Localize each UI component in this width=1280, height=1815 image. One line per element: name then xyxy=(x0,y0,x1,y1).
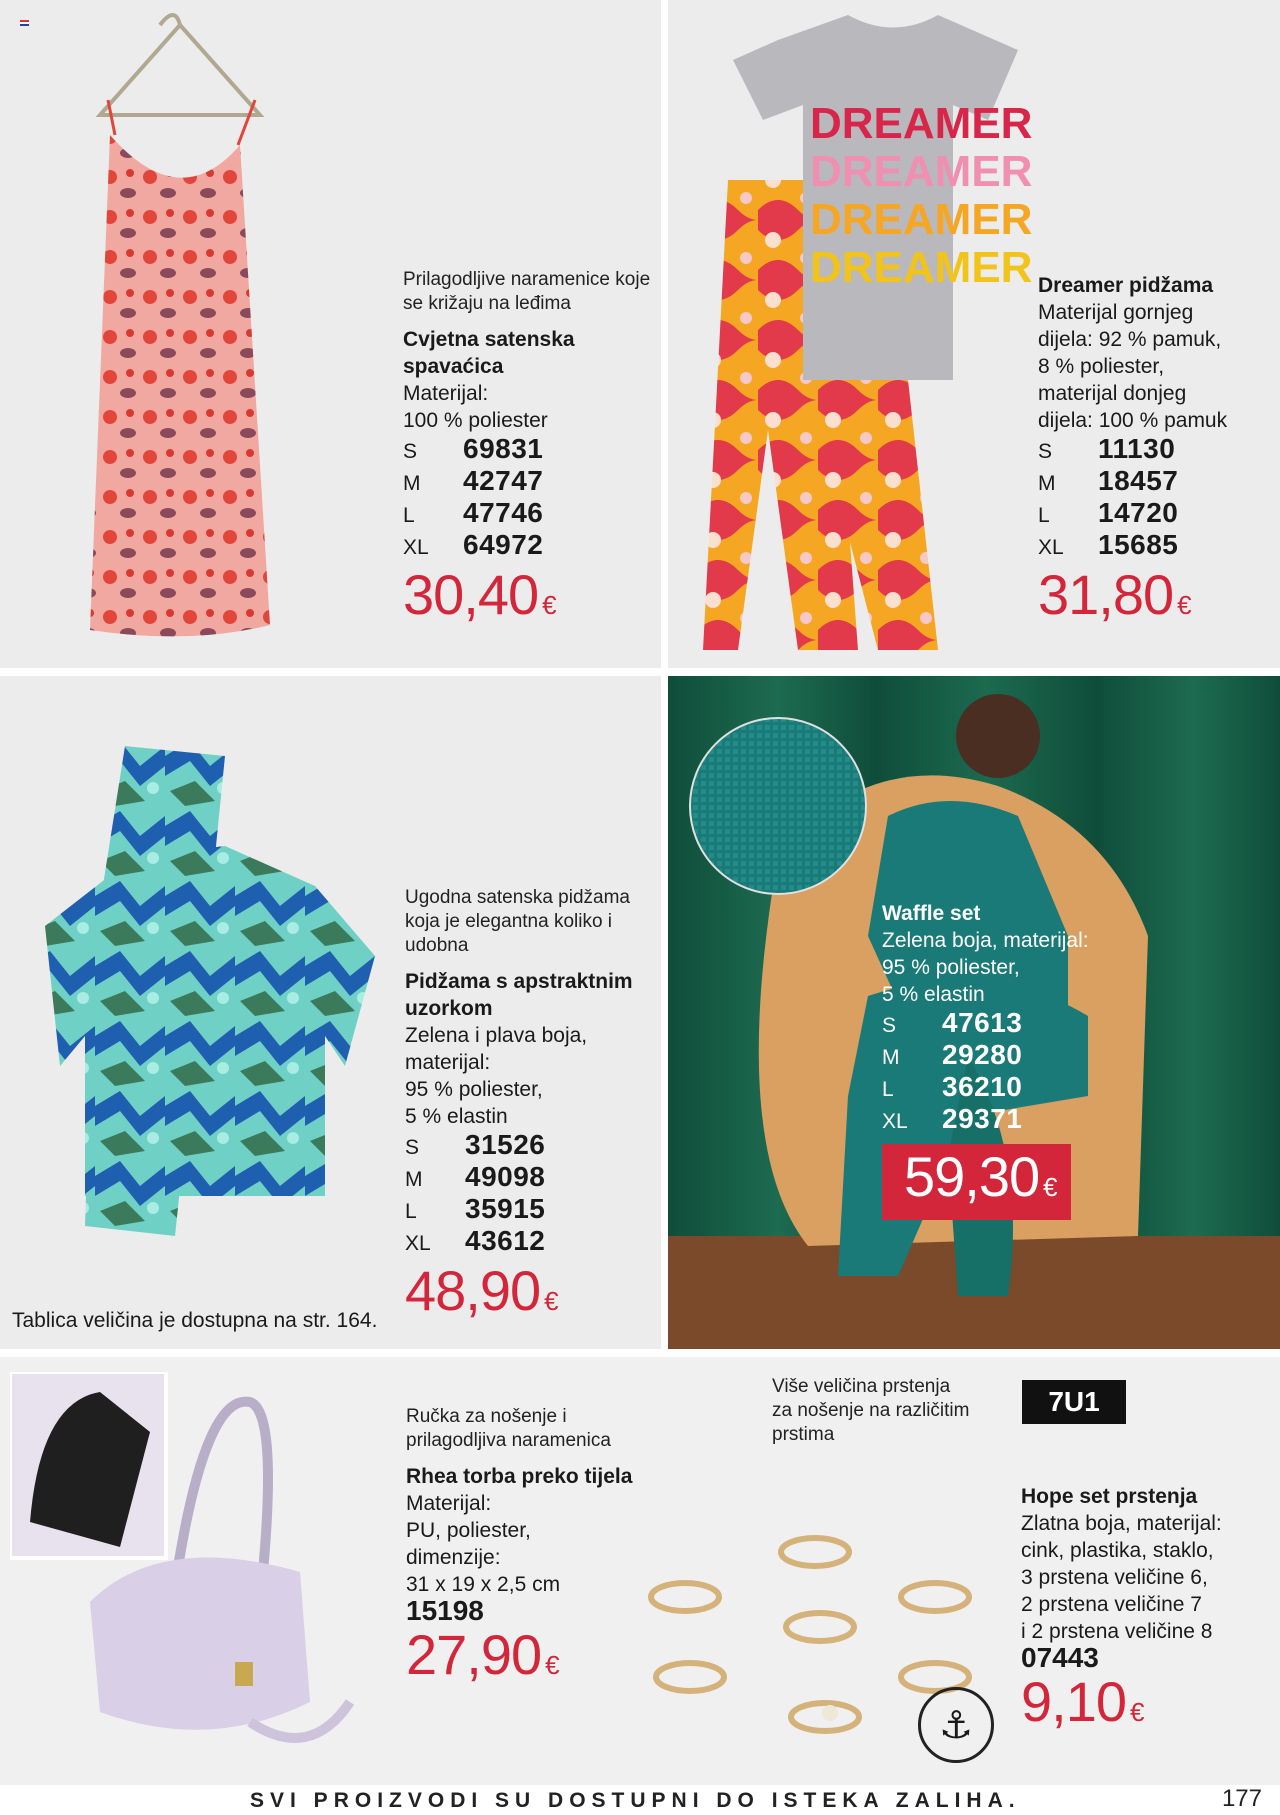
product-tagline: Više veličina prstenja za nošenje na različitim prstima xyxy=(772,1376,970,1445)
size-code: 14720 xyxy=(1098,497,1179,528)
size-row xyxy=(405,1161,660,1196)
size-label: M xyxy=(882,1046,900,1069)
size-label: XL xyxy=(882,1110,908,1133)
size-label: S xyxy=(1038,440,1053,463)
product-description-line: cink, plastika, staklo, xyxy=(1021,1539,1214,1562)
shirt-print-line: DREAMER xyxy=(810,195,1033,244)
product-info-bag xyxy=(406,1405,666,1696)
product-description-line: Materijal: xyxy=(403,382,489,405)
price-value: 59,30 xyxy=(904,1145,1040,1208)
shirt-print-line: DREAMER xyxy=(810,99,1033,148)
size-label: M xyxy=(405,1168,423,1191)
product-tagline: Ugodna satenska pidžama koja je elegantna koliko i udobna xyxy=(405,887,630,956)
size-row xyxy=(405,1225,660,1260)
product-description-line: materijal: xyxy=(405,1051,491,1074)
product-price xyxy=(1021,1671,1276,1743)
product-price xyxy=(1038,564,1278,636)
product-name: Pidžama s apstraktnim uzorkom xyxy=(405,970,633,1020)
size-label: S xyxy=(882,1014,897,1037)
size-code: 64972 xyxy=(463,529,544,560)
product-description-line: 8 % poliester, xyxy=(1038,355,1165,378)
size-row xyxy=(1038,497,1278,532)
page-number: 177 xyxy=(1221,1785,1262,1812)
size-label: L xyxy=(405,1200,417,1223)
product-price xyxy=(403,564,653,636)
page-footer xyxy=(0,1785,1280,1815)
size-row xyxy=(403,529,653,564)
product-price xyxy=(882,1144,1071,1220)
size-row xyxy=(403,497,653,532)
size-row xyxy=(405,1129,660,1164)
price-value: 48,90 xyxy=(405,1259,541,1322)
product-description-line: materijal donjeg xyxy=(1038,382,1187,405)
product-tagline: Ručka za nošenje i prilagodljiva naramenica xyxy=(406,1406,611,1451)
product-info-rings xyxy=(1021,1483,1276,1743)
product-name: Cvjetna satenska spavaćica xyxy=(403,328,575,378)
size-label: L xyxy=(882,1078,894,1101)
product-code: 07443 xyxy=(1021,1642,1099,1673)
flag-icon xyxy=(20,20,29,26)
size-list xyxy=(882,1007,1122,1138)
size-row xyxy=(1038,465,1278,500)
product-info-dreamer xyxy=(1038,272,1278,636)
size-code: 49098 xyxy=(465,1161,546,1192)
size-label: L xyxy=(403,504,415,527)
product-description-line: Materijal gornjeg xyxy=(1038,301,1194,324)
size-code: 42747 xyxy=(463,465,544,496)
product-name: Rhea torba preko tijela xyxy=(406,1465,633,1488)
size-code: 35915 xyxy=(465,1193,546,1224)
rhea-bag-image xyxy=(10,1372,380,1772)
size-code: 47746 xyxy=(463,497,544,528)
product-description-line: dijela: 92 % pamuk, xyxy=(1038,328,1222,351)
size-code: 47613 xyxy=(942,1007,1023,1038)
product-panel-nightdress xyxy=(0,0,661,668)
size-label: M xyxy=(403,472,421,495)
price-value: 9,10 xyxy=(1021,1670,1126,1733)
product-name: Dreamer pidžama xyxy=(1038,274,1214,297)
size-label: S xyxy=(405,1136,420,1159)
shirt-print-line: DREAMER xyxy=(810,243,1033,292)
shirt-print xyxy=(810,99,1033,292)
size-row xyxy=(882,1039,1122,1074)
size-code: 29280 xyxy=(942,1039,1023,1070)
product-name: Hope set prstenja xyxy=(1021,1485,1198,1508)
price-value: 30,40 xyxy=(403,563,539,626)
size-row xyxy=(882,1103,1122,1138)
size-list xyxy=(405,1129,660,1260)
size-label: XL xyxy=(1038,536,1064,559)
rings-tagline-block xyxy=(772,1375,972,1457)
price-value: 27,90 xyxy=(406,1623,542,1686)
size-label: XL xyxy=(405,1232,431,1255)
floral-nightdress-image xyxy=(60,5,320,645)
size-row xyxy=(403,433,653,468)
product-description-line: 31 x 19 x 2,5 cm xyxy=(406,1573,561,1596)
product-name: Waffle set xyxy=(882,902,981,925)
product-code: 15198 xyxy=(406,1595,484,1626)
currency-symbol: € xyxy=(1130,1697,1144,1727)
currency-symbol: € xyxy=(1043,1172,1057,1202)
size-list xyxy=(403,433,653,564)
product-description-line: 100 % poliester xyxy=(403,409,548,432)
size-code: 69831 xyxy=(463,433,544,464)
size-code: 11130 xyxy=(1098,433,1176,464)
product-description-line: 95 % poliester, xyxy=(882,956,1020,979)
size-row xyxy=(403,465,653,500)
product-price xyxy=(406,1624,666,1696)
product-tagline: Prilagodljive naramenice koje se križaju na leđima xyxy=(403,269,651,314)
size-row xyxy=(882,1071,1122,1106)
product-badge: 7U1 xyxy=(1022,1380,1126,1424)
product-description-line: Zelena boja, materijal: xyxy=(882,929,1089,952)
product-description-line: 95 % poliester, xyxy=(405,1078,543,1101)
footer-text: SVI PROIZVODI SU DOSTUPNI DO ISTEKA ZALIHA. xyxy=(250,1789,1021,1812)
product-panel-dreamer xyxy=(668,0,1280,668)
product-description-line: PU, poliester, xyxy=(406,1519,531,1542)
size-code: 18457 xyxy=(1098,465,1179,496)
product-description-line: Zlatna boja, materijal: xyxy=(1021,1512,1222,1535)
size-row xyxy=(882,1007,1122,1042)
product-price xyxy=(405,1260,660,1332)
currency-symbol: € xyxy=(544,1286,558,1316)
currency-symbol: € xyxy=(545,1650,559,1680)
product-description-line: dijela: 100 % pamuk xyxy=(1038,409,1228,432)
size-list xyxy=(1038,433,1278,564)
size-label: M xyxy=(1038,472,1056,495)
shirt-print-line: DREAMER xyxy=(810,147,1033,196)
product-panel-waffle-set xyxy=(668,676,1280,1349)
product-info-waffle-set xyxy=(882,900,1122,1220)
size-label: L xyxy=(1038,504,1050,527)
size-code: 15685 xyxy=(1098,529,1179,560)
product-description-line: 5 % elastin xyxy=(882,983,985,1006)
product-description-line: Zelena i plava boja, xyxy=(405,1024,588,1047)
abstract-pyjamas-image xyxy=(25,736,385,1236)
size-label: S xyxy=(403,440,418,463)
product-panel-abstract-pyjamas xyxy=(0,676,661,1349)
product-info-abstract-pyjamas xyxy=(405,886,660,1332)
product-description-line: Materijal: xyxy=(406,1492,492,1515)
size-row xyxy=(1038,433,1278,468)
anchor-protect-icon: ⚓ xyxy=(918,1687,994,1763)
size-code: 36210 xyxy=(942,1071,1023,1102)
size-code: 31526 xyxy=(465,1129,546,1160)
size-label: XL xyxy=(403,536,429,559)
size-code: 43612 xyxy=(465,1225,546,1256)
size-row xyxy=(1038,529,1278,564)
size-row xyxy=(405,1193,660,1228)
product-description-line: 2 prstena veličine 7 xyxy=(1021,1593,1202,1616)
size-code: 29371 xyxy=(942,1103,1023,1134)
currency-symbol: € xyxy=(542,590,556,620)
product-description-line: 5 % elastin xyxy=(405,1105,508,1128)
product-description-line: 3 prstena veličine 6, xyxy=(1021,1566,1208,1589)
product-description-line: i 2 prstena veličine 8 xyxy=(1021,1620,1213,1643)
product-info-nightdress xyxy=(403,268,653,636)
currency-symbol: € xyxy=(1177,590,1191,620)
size-table-note: Tablica veličina je dostupna na str. 164. xyxy=(12,1309,378,1332)
price-value: 31,80 xyxy=(1038,563,1174,626)
product-description-line: dimenzije: xyxy=(406,1546,501,1569)
